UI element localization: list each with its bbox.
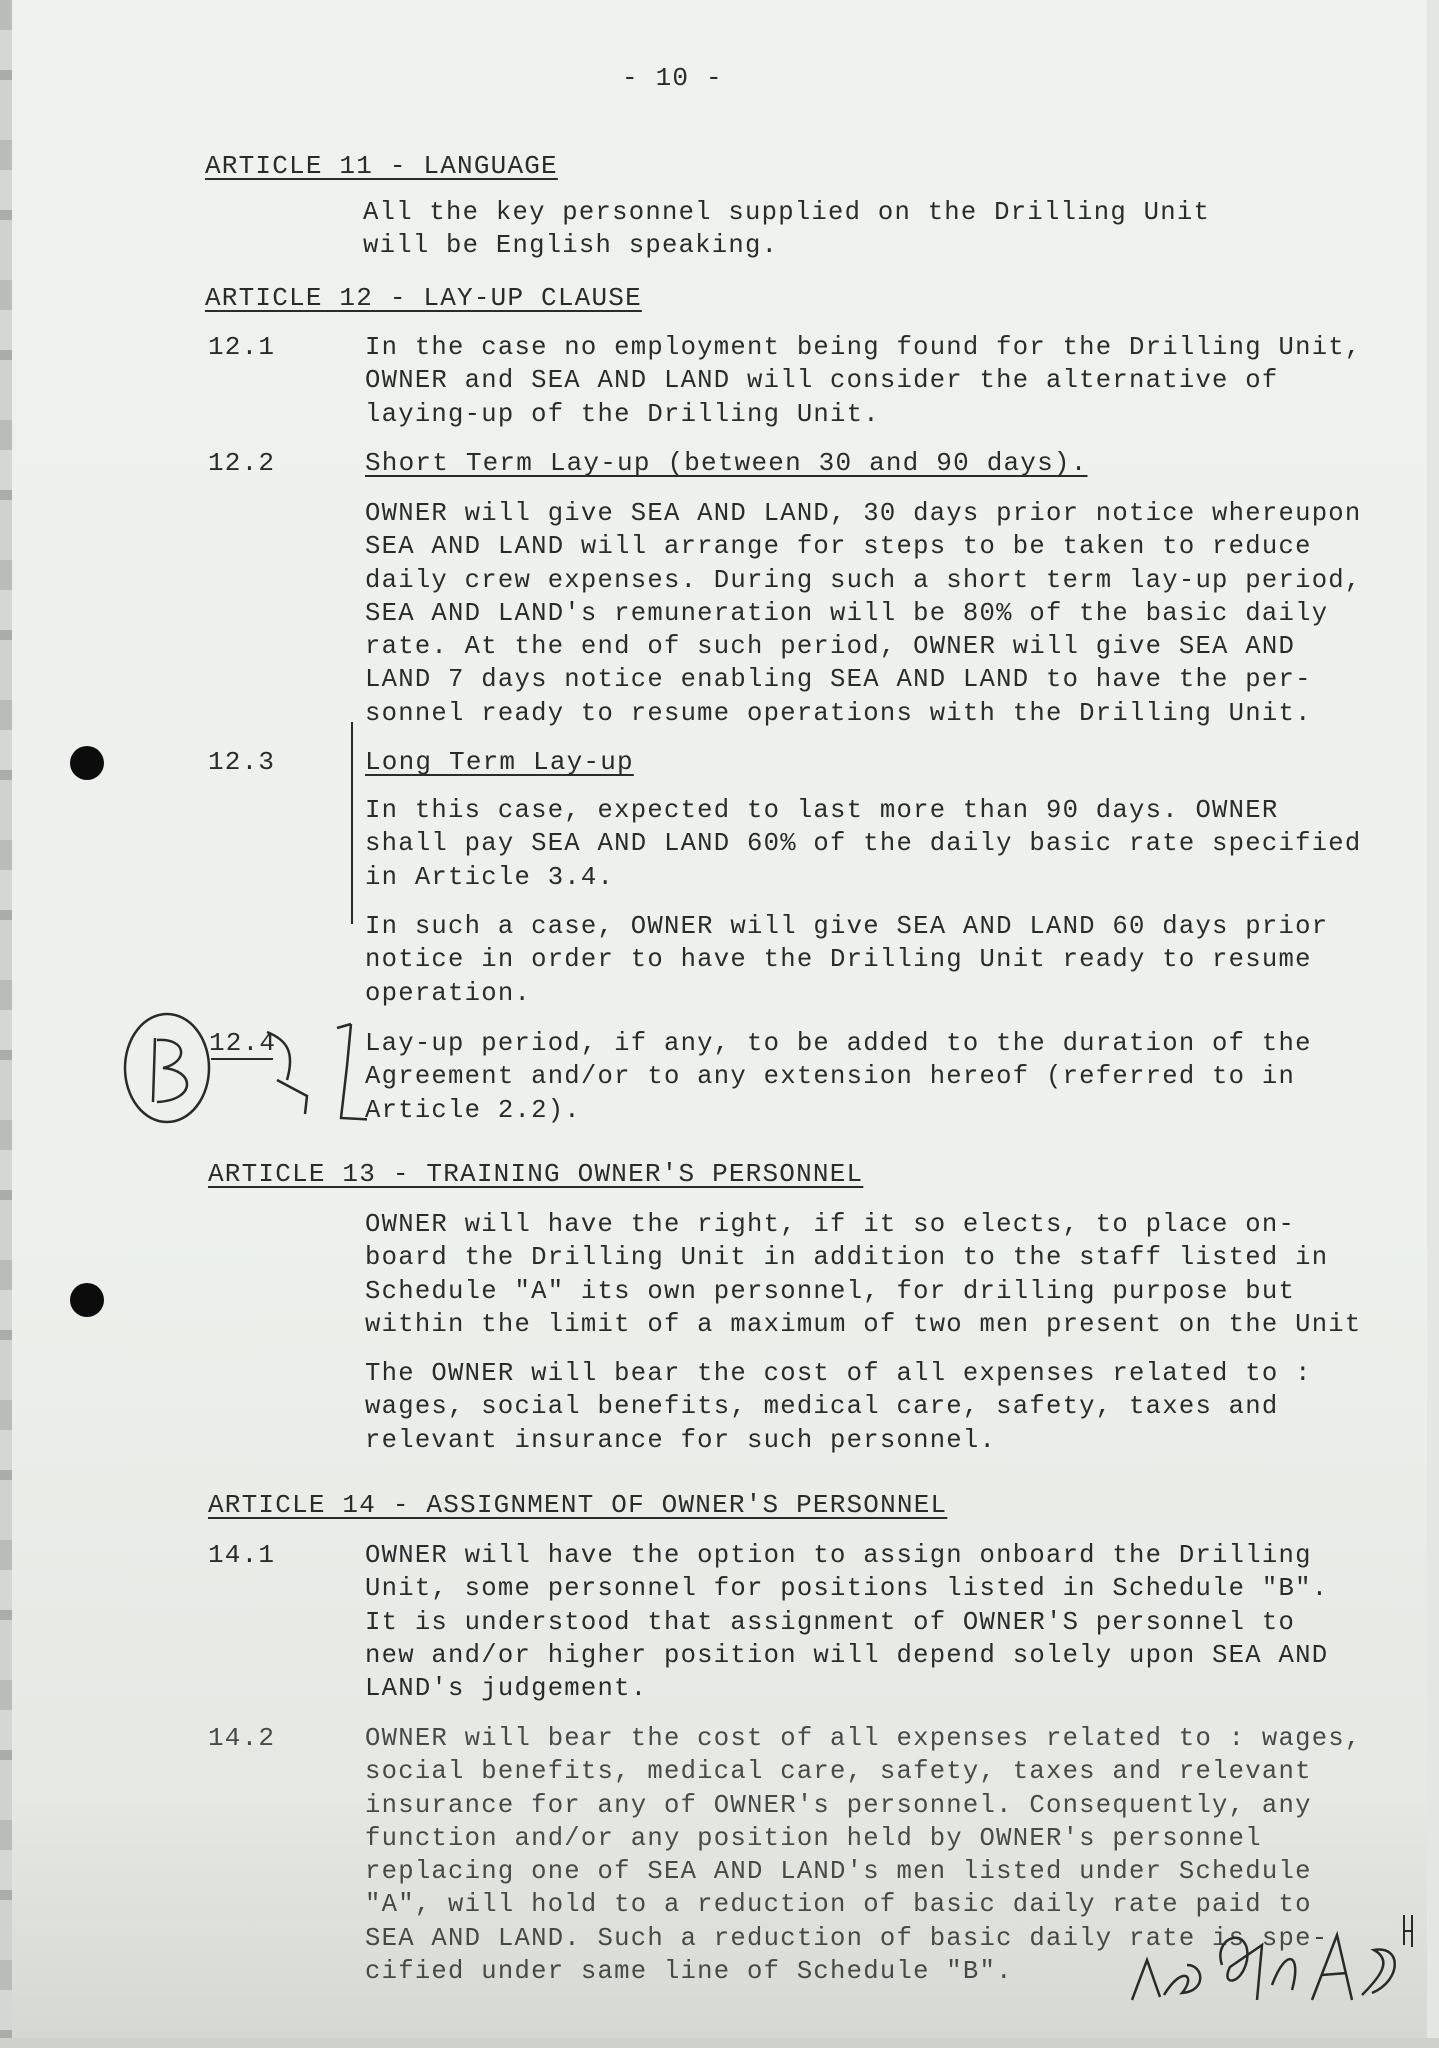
text-line: new and/or higher position will depend solely upon SEA AND bbox=[365, 1640, 1329, 1670]
punch-hole bbox=[70, 1283, 104, 1317]
section-12-3-number: 12.3 bbox=[208, 747, 276, 777]
text-line: SEA AND LAND's remuneration will be 80% of the basic daily bbox=[365, 598, 1329, 628]
text-line: shall pay SEA AND LAND 60% of the daily basic rate specified bbox=[365, 829, 1362, 859]
text-line: function and/or any position held by OWNER's personnel bbox=[365, 1823, 1262, 1853]
text-line: notice in order to have the Drilling Unit ready to resume bbox=[365, 945, 1312, 975]
text-line: Unit, some personnel for positions listed in Schedule "B". bbox=[365, 1574, 1329, 1604]
text-line: replacing one of SEA AND LAND's men listed under Schedule bbox=[365, 1857, 1312, 1887]
article-11-heading: ARTICLE 11 - LANGUAGE bbox=[205, 151, 558, 181]
text-line: Lay-up period, if any, to be added to the duration of the bbox=[365, 1029, 1312, 1058]
section-12-2-text bbox=[365, 497, 1362, 730]
text-line: board the Drilling Unit in addition to the staff listed in bbox=[365, 1243, 1329, 1273]
text-line: cified under same line of Schedule "B". bbox=[365, 1957, 1013, 1987]
text-line: The OWNER will bear the cost of all expenses related to : bbox=[365, 1359, 1312, 1388]
text-line: OWNER will give SEA AND LAND, 30 days prior notice whereupon bbox=[365, 499, 1362, 528]
text-line: In the case no employment being found for the Drilling Unit, bbox=[365, 333, 1362, 362]
text-line: will be English speaking. bbox=[363, 231, 779, 261]
section-12-3-title: Long Term Lay-up bbox=[365, 747, 634, 777]
article-13-text-a bbox=[365, 1208, 1362, 1341]
article-12-heading: ARTICLE 12 - LAY-UP CLAUSE bbox=[205, 283, 642, 313]
text-line: LAND's judgement. bbox=[365, 1674, 648, 1704]
text-line: In such a case, OWNER will give SEA AND LAND 60 days prior bbox=[365, 912, 1329, 941]
text-line: OWNER will have the right, if it so elects, to place on- bbox=[365, 1210, 1296, 1239]
section-14-1-text bbox=[365, 1539, 1328, 1705]
article-13-text-b bbox=[365, 1357, 1312, 1457]
text-line: wages, social benefits, medical care, safety, taxes and bbox=[365, 1392, 1279, 1422]
text-line: SEA AND LAND. Such a reduction of basic daily rate is spe- bbox=[365, 1923, 1329, 1953]
text-line: rate. At the end of such period, OWNER will give SEA AND bbox=[365, 632, 1296, 662]
text-line: sonnel ready to resume operations with the Drilling Unit. bbox=[365, 698, 1312, 728]
text-line: OWNER will have the option to assign onboard the Drilling bbox=[365, 1541, 1312, 1570]
handwritten-initials bbox=[1112, 1905, 1422, 2015]
section-12-1-number: 12.1 bbox=[208, 332, 276, 362]
text-line: laying-up of the Drilling Unit. bbox=[365, 399, 880, 429]
text-line: Article 2.2). bbox=[365, 1095, 581, 1125]
text-line: social benefits, medical care, safety, taxes and relevant bbox=[365, 1757, 1312, 1787]
text-line: operation. bbox=[365, 978, 532, 1008]
section-12-1-text bbox=[365, 331, 1362, 431]
section-12-2-title: Short Term Lay-up (between 30 and 90 days). bbox=[365, 448, 1088, 478]
text-line: relevant insurance for such personnel. bbox=[365, 1425, 997, 1455]
section-12-2-number: 12.2 bbox=[208, 448, 276, 478]
section-14-2-number: 14.2 bbox=[208, 1723, 276, 1753]
punch-hole bbox=[70, 746, 104, 780]
scan-left-edge bbox=[0, 0, 12, 2048]
margin-bracket-line bbox=[351, 722, 353, 924]
text-line: in Article 3.4. bbox=[365, 862, 615, 892]
page-number: - 10 - bbox=[622, 63, 723, 93]
section-12-4-text bbox=[365, 1027, 1312, 1127]
article-11-text bbox=[363, 196, 1210, 263]
text-line: daily crew expenses. During such a short term lay-up period, bbox=[365, 565, 1362, 595]
section-12-3-text-b bbox=[365, 910, 1328, 1010]
text-line: OWNER and SEA AND LAND will consider the alternative of bbox=[365, 366, 1279, 396]
text-line: "A", will hold to a reduction of basic daily rate paid to bbox=[365, 1890, 1312, 1920]
text-line: Schedule "A" its own personnel, for drilling purpose but bbox=[365, 1276, 1296, 1306]
section-12-4-number: 12.4 bbox=[209, 1028, 277, 1058]
document-page bbox=[12, 0, 1427, 2038]
section-12-3-text-a bbox=[365, 794, 1362, 894]
section-14-1-number: 14.1 bbox=[208, 1540, 276, 1570]
text-line: It is understood that assignment of OWNER'S personnel to bbox=[365, 1607, 1296, 1637]
text-line: LAND 7 days notice enabling SEA AND LAND to have the per- bbox=[365, 665, 1312, 695]
text-line: SEA AND LAND will arrange for steps to be taken to reduce bbox=[365, 532, 1312, 562]
article-14-heading: ARTICLE 14 - ASSIGNMENT OF OWNER'S PERSONNEL bbox=[208, 1490, 948, 1520]
handwritten-underline bbox=[211, 1058, 273, 1060]
text-line: within the limit of a maximum of two men present on the Unit bbox=[365, 1309, 1362, 1339]
text-line: insurance for any of OWNER's personnel. Consequently, any bbox=[365, 1790, 1312, 1820]
scan-bottom-edge bbox=[0, 2038, 1439, 2048]
text-line: In this case, expected to last more than 90 days. OWNER bbox=[365, 796, 1279, 825]
text-line: All the key personnel supplied on the Drilling Unit bbox=[363, 198, 1211, 227]
article-13-heading: ARTICLE 13 - TRAINING OWNER'S PERSONNEL bbox=[208, 1159, 864, 1189]
text-line: OWNER will bear the cost of all expenses related to : wages, bbox=[365, 1724, 1362, 1753]
text-line: Agreement and/or to any extension hereof (referred to in bbox=[365, 1062, 1296, 1092]
